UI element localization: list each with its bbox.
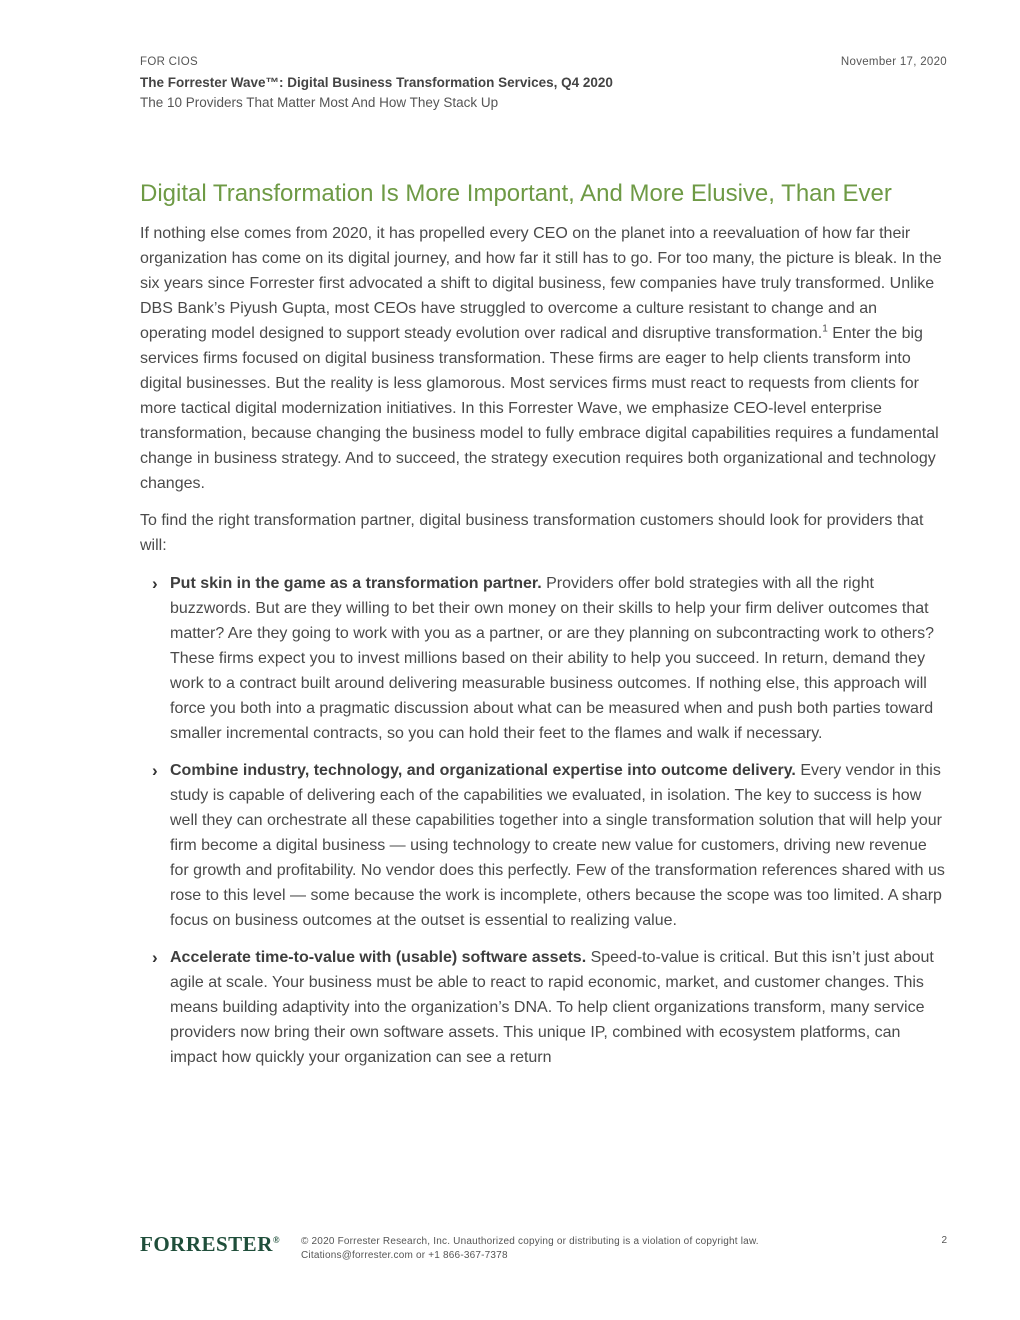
- partner-paragraph: To find the right transformation partner, digital business transformation customers should look for providers that will:: [140, 512, 924, 554]
- page-header: [140, 56, 947, 113]
- header-meta-row: [140, 56, 947, 73]
- criteria-list: [140, 571, 948, 1070]
- bullet-lead: Combine industry, technology, and organizational expertise into outcome delivery.: [170, 762, 796, 779]
- report-title: The Forrester Wave™: Digital Business Transformation Services, Q4 2020: [140, 75, 613, 90]
- bullet-lead: Accelerate time-to-value with (usable) software assets.: [170, 949, 587, 966]
- forrester-logo: [140, 1232, 280, 1257]
- chevron-right-icon: ›: [152, 948, 158, 967]
- report-subtitle: The 10 Providers That Matter Most And How They Stack Up: [140, 95, 499, 110]
- bullet-text: Providers offer bold strategies with all the right buzzwords. But are they willing to bet their own money on their skills to help your firm deliver outcomes that matter? Are they going to work with you as a partner, or are they planning on subcontracting work to others? These firms expect you to invest millions based on their ability to help you succeed. In return, demand they work to a contract built around delivering measurable business outcomes. If nothing else, this approach will force you both into a pragmatic discussion about what can be measured when and push both parties toward smaller incremental contracts, so you can hold their feet to the flames and walk if necessary.: [170, 575, 934, 742]
- section-body: [140, 221, 948, 1082]
- page-number: 2: [941, 1235, 947, 1246]
- footnote-ref[interactable]: 1: [822, 323, 828, 335]
- chevron-right-icon: ›: [152, 761, 158, 780]
- footer-text: [301, 1235, 759, 1263]
- header-category: FOR CIOS: [140, 56, 198, 68]
- header-date: November 17, 2020: [840, 56, 947, 68]
- bullet-lead: Put skin in the game as a transformation partner.: [170, 575, 542, 592]
- logo-text: FORRESTER: [140, 1232, 273, 1256]
- list-item: [140, 571, 948, 746]
- intro-paragraph: [140, 221, 948, 496]
- section-heading: Digital Transformation Is More Important, And More Elusive, Than Ever: [140, 180, 892, 207]
- intro-text-part2: Enter the big services firms focused on digital business transformation. These firms are eager to help clients transform into digital businesses. But the reality is less glamorous. Most services firms must react to requests from clients for more tactical digital modernization initiatives. In this Forrester Wave, we emphasize CEO-level enterprise transformation, because changing the business model to fully embrace digital capabilities requires a fundamental change in business strategy. And to succeed, the strategy execution requires both organizational and technology changes.: [140, 325, 939, 492]
- list-item: [140, 945, 948, 1070]
- bullet-text: Every vendor in this study is capable of delivering each of the capabilities we evaluated, in isolation. The key to success is how well they can orchestrate all these capabilities together into a single transformation solution that will help your firm become a digital business — using technology to create new value for customers, driving new revenue for growth and profitability. No vendor does this perfectly. Few of the transformation references shared with us rose to this level — some because the work is incomplete, others because the scope was too limited. A sharp focus on business outcomes at the outset is essential to realizing value.: [170, 762, 945, 929]
- copyright-notice: © 2020 Forrester Research, Inc. Unauthorized copying or distributing is a violation of copyright law.: [301, 1236, 759, 1247]
- intro-text-part1: If nothing else comes from 2020, it has propelled every CEO on the planet into a reevaluation of how far their organization has come on its digital journey, and how far it still has to go. For too many, the picture is bleak. In the six years since Forrester first advocated a shift to digital business, few companies have truly transformed. Unlike DBS Bank’s Piyush Gupta, most CEOs have struggled to overcome a culture resistant to change and an operating model designed to support steady evolution over radical and disruptive transformation.: [140, 225, 942, 342]
- list-item: [140, 758, 948, 933]
- registered-mark: ®: [272, 1235, 281, 1245]
- citations-contact[interactable]: Citations@forrester.com or +1 866-367-7378: [301, 1250, 508, 1261]
- chevron-right-icon: ›: [152, 574, 158, 593]
- bullet-text: Speed-to-value is critical. But this isn’t just about agile at scale. Your business must be able to react to rapid economic, market, and customer changes. This means building adaptivity into the organization’s DNA. To help client organizations transform, many service providers now bring their own software assets. This unique IP, combined with ecosystem platforms, can impact how quickly your organization can see a return: [170, 949, 934, 1066]
